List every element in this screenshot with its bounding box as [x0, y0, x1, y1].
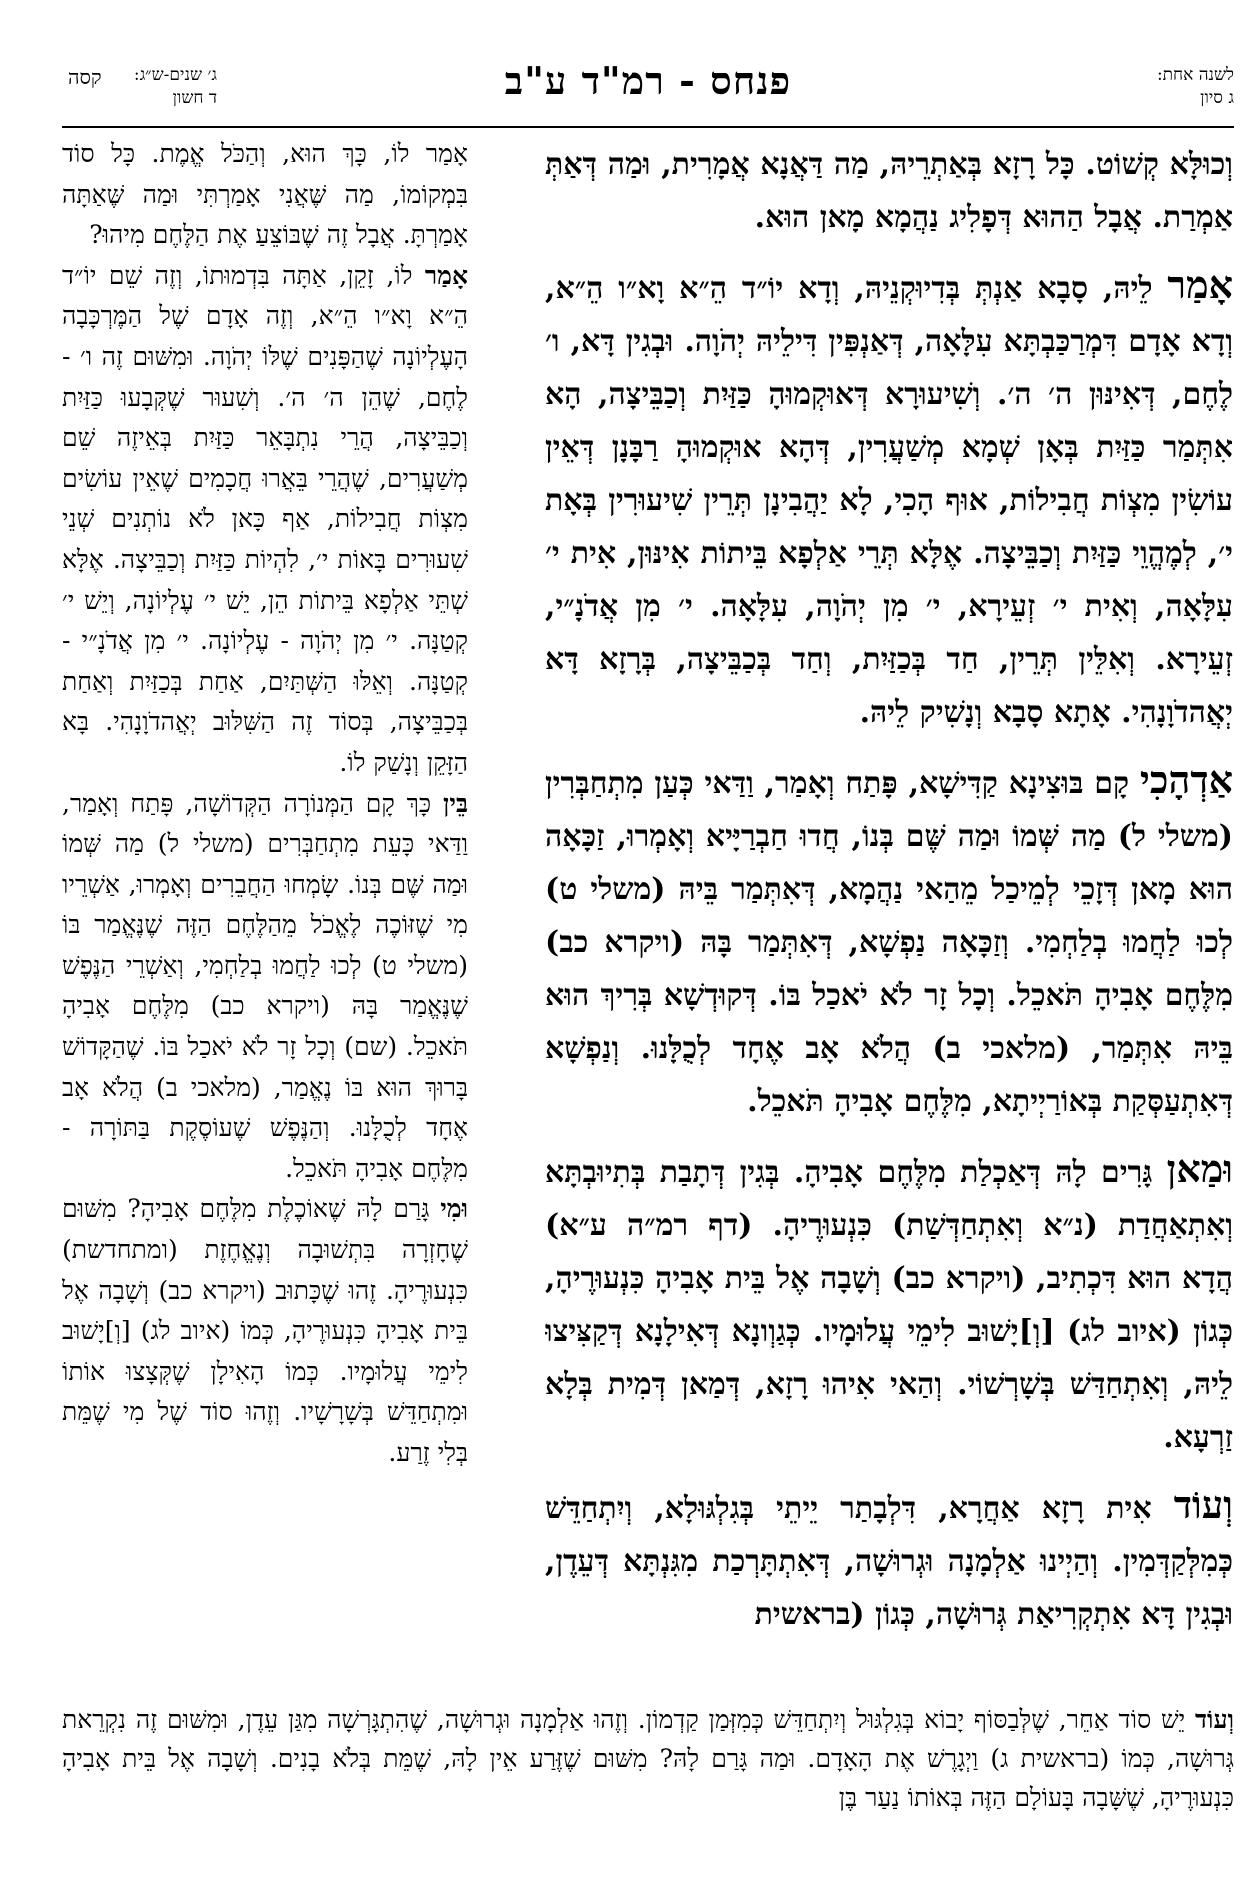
main-paragraph [545, 1142, 1233, 1464]
main-paragraph [545, 753, 1233, 1128]
header-left-range: ג׳ שנים-ש״ג: [133, 65, 217, 85]
main-paragraph-text: אִית רָזָא אַחֲרָא, דִּלְבָתַר יֵיתֵי בְּגִלְגּוּלָא, וְיִתְחַדֵּשׁ כְּמִלְּקַדְּמִין. וְהַיְינוּ אַלְמָנָה וּגְרוּשָׁה, דְּאִתְתָּרְכַת מִגִּנְתָּא דְּעֵדֶן, וּבְגִין דָּא אִתְקְרִיאַת גְּרוּשָׁה, כְּגוֹן (בראשית [545, 1491, 1233, 1632]
side-column-hebrew [62, 134, 468, 1694]
side-paragraph-opening-word: וּמִי [440, 1194, 468, 1224]
side-paragraph-text: גָּרַם לָהּ שֶׁאוֹכֶלֶת מִלֶּחֶם אָבִיהָ? מִשּׁוּם שֶׁחָזְרָה בִּתְשׁוּבָה וְנֶאֱחֶזֶת (ומתחדשת) כִּנְעוּרֶיהָ. זֶהוּ שֶׁכָּתוּב (ויקרא כב) וְשָׁבָה אֶל בֵּית אָבִיהָ כִּנְעוּרֶיהָ, כְּמוֹ (איוב לג) [וְ]יָשׁוּב לִימֵי עֲלוּמָיו. כְּמוֹ הָאִילָן שֶׁקְּצָצוּ אוֹתוֹ וּמִתְחַדֵּשׁ בְּשָׁרָשָׁיו. וְזֶהוּ סוֹד שֶׁל מִי שֶׁמֵּת בְּלִי זֶרַע. [62, 1194, 468, 1467]
side-paragraph [62, 256, 468, 784]
main-column-aramaic [545, 134, 1233, 1692]
side-paragraph-text: כָּךְ קָם הַמְּנוֹרָה הַקְּדוֹשָׁה, פָּתַח וְאָמַר, וַדַּאי כָּעֵת מִתְחַבְּרִים (משלי ל) מַה שְּׁמוֹ וּמַה שֶּׁם בְּנוֹ. שָׂמְחוּ הַחֲבֵרִים וְאָמְרוּ, אַשְׁרֵיו מִי שֶׁזּוֹכֶה לֶאֱכֹל מֵהַלֶּחֶם הַזֶּה שֶׁנֶּאֱמַר בּוֹ (משלי ט) לְכוּ לַחֲמוּ בְלַחְמִי, וְאַשְׁרֵי הַנֶּפֶשׁ שֶׁנֶּאֱמַר בָּהּ (ויקרא כב) מִלֶּחֶם אָבִיהָ תֹּאכֵל. (שם) וְכָל זָר לֹא יֹאכַל בּוֹ. שֶׁהַקָּדוֹשׁ בָּרוּךְ הוּא בּוֹ נֶאֱמַר, (מלאכי ב) הֲלֹא אָב אֶחָד לְכֻלָּנוּ. וְהַנֶּפֶשׁ שֶׁעוֹסֶקֶת בַּתּוֹרָה - מִלֶּחֶם אָבִיהָ תֹּאכֵל. [62, 788, 468, 1183]
header-right-date: ג סיון [1200, 88, 1234, 108]
bottom-paragraph-text: יֵשׁ סוֹד אַחֵר, שֶׁלְּבַסּוֹף יָבוֹא בְּגִלְגּוּל וְיִתְחַדֵּשׁ כְּמִזְּמַן קַדְמוֹן. וְזֶהוּ אַלְמָנָה וּגְרוּשָׁה, שֶׁהִתְגָּרְשָׁה מִגַּן עֵדֶן, וּמִשּׁוּם זֶה נִקְרֵאת גְּרוּשָׁה, כְּמוֹ (בראשית ג) וַיְגָרֶשׁ אֶת הָאָדָם. וּמַה גָּרַם לָהּ? מִשּׁוּם שֶׁזֶּרַע אֵין לָהּ, שֶׁמֵּת בְּלֹא בָנִים. וְשָׁבָה אֶל בֵּית אָבִיהָ כִּנְעוּרֶיהָ, שֶׁשָּׁבָה בָּעוֹלָם הַזֶּה בְּאוֹתוֹ נַעַר בֶּן [62, 1705, 1234, 1812]
main-paragraph [545, 134, 1233, 244]
side-paragraph [62, 1189, 468, 1473]
side-paragraph-opening-word: אָמַר [424, 260, 468, 290]
main-paragraph-text: לֵיהּ, סָבָא אַנְתְּ בְּדִיוּקְנֵיהּ, וְדָא יוֹ״ד הֵ״א וָא״ו הֵ״א, וְדָא אָדָם דִּמְרַכַּבְתָּא עִלָּאָה, דְּאַנְפִּין דִּילֵיהּ יְהֹוָה. וּבְגִין דָּא, ו׳ לֶחֶם, דְּאִינּוּן ה׳ ה׳. וְשִׁיעוּרָא דְּאוּקְמוּהָ כַּזַּיִת וְכַבֵּיצָה, הָא אִתְּמַר כַּזַּיִת בְּאָן שְׁמָא מְשַׁעֲרִין, דְּהָא אוּקְמוּהָ רַבָּנָן דְּאֵין עוֹשִׂין מִצְוֹת חֲבִילוֹת, אוּף הָכִי, לָא יַהֲבִינָן תְּרֵין שִׁיעוּרִין בְּאָת י׳, לְמֶהֱוֵי כַּזַּיִת וְכַבֵּיצָה. אֶלָּא תְּרֵי אַלְפָא בֵּיתוֹת אִינּוּן, אִית י׳ עִלָּאָה, וְאִית י׳ זְעֵירָא, י׳ מִן יְהֹוָה, עִלָּאָה. י׳ מִן אֲדֹנָ״י, זְעֵירָא. וְאִלֵּין תְּרֵין, חַד בְּכַזַּיִת, וְחַד בְּכַבֵּיצָה, בְּרָזָא דָּא יְאֲהדֹוָנָהִי. אָתָא סָבָא וְנָשִׁיק לֵיהּ. [545, 271, 1233, 730]
bottom-translation [62, 1700, 1234, 1850]
side-paragraph-opening-word: בֵּין [443, 788, 468, 818]
main-paragraph-opening-word: אַדְהָכִי [1139, 757, 1233, 802]
bottom-paragraph-opening-word: וְעוֹד [1195, 1705, 1234, 1734]
main-paragraph-opening-word: וְעוֹד [1173, 1482, 1233, 1527]
header-left-date: ד חשון [172, 88, 217, 108]
side-paragraph [62, 784, 468, 1190]
main-paragraph [545, 258, 1233, 739]
main-paragraph-opening-word: וּמַאן [1166, 1146, 1233, 1191]
page-header [62, 58, 1234, 128]
header-divider [62, 126, 1234, 128]
main-paragraph-text: גָּרִים לָהּ דְּאַכְלַת מִלֶּחֶם אָבִיהָ. בְּגִין דְּתָבַת בְּתִיוּבְתָּא וְאִתְאַחֲדַת (נ״א וְאִתְחַדְּשַׁת) כִּנְעוּרֶיהָ. (דף רמ״ה ע״א) הֲדָא הוּא דִּכְתִיב, (ויקרא כב) וְשָׁבָה אֶל בֵּית אָבִיהָ כִּנְעוּרֶיהָ, כְּגוֹן (איוב לג) [וְ]יָשׁוּב לִימֵי עֲלוּמָיו. כְּגַוְונָא דְּאִילָנָא דְּקַצִּיצוּ לֵיהּ, וְאִתְחַדַּשׁ בְּשָׁרְשׁוֹי. וְהַאי אִיהוּ רָזָא, דְּמַאן דְּמִית בְּלָא זַרְעָא. [545, 1155, 1233, 1455]
main-paragraph-text: וְכוּלָּא קְשׁוֹט. כָּל רָזָא בְּאַתְרֵיהּ, מַה דַּאֲנָא אֲמָרִית, וּמַה דְּאַתְּ אַמְרַת. אֲבָל הַהוּא דְּפָלִיג נַהֲמָא מָאן הוּא. [545, 147, 1233, 235]
main-paragraph [545, 1478, 1233, 1641]
side-paragraph [62, 134, 468, 256]
header-right-title: לשנה אחת: [1156, 65, 1234, 85]
side-paragraph-text: לוֹ, זָקֵן, אַתָּה בִּדְמוּתוֹ, וְזֶה שֵׁם יוֹ״ד הֵ״א וָא״ו הֵ״א, וְזֶה אָדָם שֶׁל הַמֶּרְכָּבָה הָעֶלְיוֹנָה שֶׁהַפָּנִים שֶׁלּוֹ יְהֹוָה. וּמִשּׁוּם זֶה ו׳ - לֶחֶם, שֶׁהֵן ה׳ ה׳. וְשִׁעוּר שֶׁקְּבָעוּ כַּזַּיִת וְכַבֵּיצָה, הֲרֵי נִתְבָּאֵר כַּזַּיִת בְּאֵיזֶה שֵׁם מְשַׁעֲרִים, שֶׁהֲרֵי בֵּאֲרוּ חֲכָמִים שֶׁאֵין עוֹשִׂים מִצְוֹת חֲבִילוֹת, אַף כָּאן לֹא נוֹתְנִים שְׁנֵי שִׁעוּרִים בָּאוֹת י׳, לִהְיוֹת כַּזַּיִת וְכַבֵּיצָה. אֶלָּא שְׁתֵּי אַלְפָא בֵּיתוֹת הֵן, יֵשׁ י׳ עֶלְיוֹנָה, וְיֵשׁ י׳ קְטַנָּה. י׳ מִן יְהֹוָה - עֶלְיוֹנָה. י׳ מִן אֲדֹנָ״י - קְטַנָּה. וְאֵלּוּ הַשְּׁתַּיִם, אַחַת בְּכַזַּיִת וְאַחַת בְּכַבֵּיצָה, בְּסוֹד זֶה הַשִּׁלּוּב יְאֲהדֹוָנָהִי. בָּא הַזָּקֵן וְנָשַׁק לוֹ. [62, 260, 468, 777]
bottom-paragraph [62, 1700, 1234, 1817]
page-title: פנחס - רמ"ד ע"ב [504, 58, 792, 103]
main-paragraph-text: קָם בּוּצִינָא קַדִּישָׁא, פָּתַח וְאָמַר, וַדַּאי כְּעַן מִתְחַבְּרִין (משלי ל) מַה שְּׁמוֹ וּמַה שֶּׁם בְּנוֹ, חֲדוּ חַבְרַיָּיא וְאָמְרוּ, זַכָּאָה הוּא מָאן דְּזָכֵי לְמֵיכַל מֵהַאי נַהֲמָא, דְּאִתְּמַר בֵּיהּ (משלי ט) לְכוּ לַחֲמוּ בְלַחְמִי. וְזַכָּאָה נַפְשָׁא, דְּאִתְּמַר בָּהּ (ויקרא כב) מִלֶּחֶם אָבִיהָ תֹּאכֵל. וְכָל זָר לֹא יֹאכַל בּוֹ. דְּקוּדְשָׁא בְּרִיךְ הוּא בֵּיהּ אִתְּמַר, (מלאכי ב) הֲלֹא אָב אֶחָד לְכֻלָּנוּ. וְנַפְשָׁא דְּאִתְעַסְּקַת בְּאוֹרַיְיתָא, מִלֶּחֶם אָבִיהָ תֹּאכֵל. [545, 766, 1233, 1119]
page-number: קסה [68, 65, 102, 89]
main-paragraph-opening-word: אָמַר [1167, 262, 1233, 307]
side-paragraph-text: אָמַר לוֹ, כָּךְ הוּא, וְהַכֹּל אֱמֶת. כָּל סוֹד בִּמְקוֹמוֹ, מַה שֶּׁאֲנִי אָמַרְתִּי וּמַה שֶּׁאַתָּה אָמַרְתָּ. אֲבָל זֶה שֶׁבּוֹצֵעַ אֶת הַלֶּחֶם מִיהוּ? [62, 139, 468, 250]
